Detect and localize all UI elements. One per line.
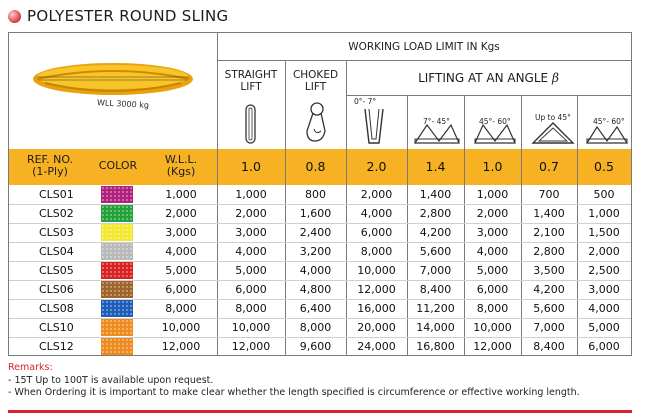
load-cell: 3,000 (476, 226, 509, 239)
load-cell: 3,000 (235, 226, 267, 239)
wll-header: W.L.L. (Kgs) (164, 153, 198, 178)
angle-label-3: 45°- 60° (479, 117, 511, 126)
load-cell: 16,800 (416, 340, 455, 353)
load-cell: 3,000 (588, 283, 620, 296)
load-cell: 14,000 (416, 321, 455, 334)
load-cell: 2,000 (360, 188, 393, 201)
load-cell: 8,000 (235, 302, 267, 315)
title-row (8, 6, 228, 26)
load-cell: 2,000 (588, 245, 620, 258)
load-cell: 12,000 (357, 283, 396, 296)
basket-7-45-icon (409, 119, 465, 147)
color-swatch (101, 243, 133, 260)
load-cell: 11,200 (416, 302, 455, 315)
load-cell: 4,000 (360, 207, 393, 220)
color-swatch (101, 338, 133, 355)
load-cell: 4,000 (476, 245, 509, 258)
load-cell: 6,000 (360, 226, 393, 239)
remark-line: - When Ordering it is important to make clear whether the length specified is circumference or effective working length. (8, 387, 580, 398)
ref-cell: CLS06 (39, 283, 74, 296)
load-cell: 12,000 (231, 340, 271, 353)
color-swatch (101, 262, 133, 279)
load-cell: 6,400 (299, 302, 332, 315)
ref-cell: CLS12 (39, 340, 74, 353)
angle-label-5: 45°- 60° (593, 117, 625, 126)
wll-cell: 8,000 (165, 302, 197, 315)
page-title: POLYESTER ROUND SLING (27, 7, 229, 25)
load-cell: 7,000 (419, 264, 452, 277)
load-cell: 2,100 (533, 226, 565, 239)
wll-cell: 2,000 (165, 207, 197, 220)
ref-cell: CLS04 (39, 245, 74, 258)
load-cell: 6,000 (588, 340, 620, 353)
wll-cell: 10,000 (161, 321, 201, 334)
load-cell: 20,000 (357, 321, 396, 334)
load-cell: 8,000 (360, 245, 393, 258)
load-cell: 6,000 (476, 283, 509, 296)
factor-cell: 1.0 (241, 159, 261, 174)
load-cell: 8,400 (419, 283, 452, 296)
ref-header: REF. NO. (1-Ply) (26, 153, 74, 178)
load-cell: 5,000 (235, 264, 267, 277)
load-cell: 1,500 (588, 226, 620, 239)
sling-tag-text: WLL 3000 kg (96, 98, 150, 110)
wll-cell: 5,000 (165, 264, 197, 277)
angle-label-1: 0°- 7° (354, 97, 377, 106)
load-cell: 24,000 (357, 340, 396, 353)
load-cell: 3,200 (299, 245, 332, 258)
load-cell: 4,200 (419, 226, 452, 239)
load-cell: 5,600 (533, 302, 565, 315)
load-cell: 5,000 (588, 321, 620, 334)
load-cell: 1,600 (299, 207, 332, 220)
load-cell: 6,000 (235, 283, 267, 296)
load-cell: 1,400 (533, 207, 565, 220)
factor-cell: 1.0 (482, 159, 503, 174)
load-cell: 5,000 (476, 264, 509, 277)
load-cell: 3,500 (533, 264, 565, 277)
load-cell: 7,000 (533, 321, 565, 334)
load-cell: 800 (305, 188, 326, 201)
ref-cell: CLS02 (39, 207, 74, 220)
load-cell: 16,000 (357, 302, 396, 315)
load-cell: 2,000 (476, 207, 509, 220)
choked-lift-header: CHOKED LIFT (292, 69, 339, 93)
load-cell: 10,000 (231, 321, 271, 334)
load-cell: 2,800 (419, 207, 452, 220)
choked-lift-icon (301, 101, 331, 145)
load-cell: 4,000 (588, 302, 620, 315)
remarks (8, 362, 580, 400)
straight-lift-header: STRAIGHT LIFT (224, 69, 278, 93)
factor-cell: 1.4 (425, 159, 446, 174)
factor-cell: 0.8 (305, 159, 326, 174)
load-cell: 8,000 (476, 302, 509, 315)
load-cell: 500 (593, 188, 615, 201)
load-cell: 4,000 (299, 264, 332, 277)
color-swatch (101, 205, 133, 222)
angle-group-header: LIFTING AT AN ANGLE β (418, 71, 559, 85)
load-cell: 2,000 (235, 207, 267, 220)
load-cell: 4,200 (533, 283, 565, 296)
color-header: COLOR (98, 159, 138, 172)
angle-label-4: Up to 45° (535, 113, 571, 122)
load-cell: 10,000 (357, 264, 396, 277)
load-cell: 1,000 (476, 188, 509, 201)
load-cell: 2,800 (533, 245, 565, 258)
color-swatch (101, 319, 133, 336)
load-cell: 10,000 (473, 321, 512, 334)
factor-cell: 0.7 (539, 159, 559, 174)
remark-line: - 15T Up to 100T is available upon request. (8, 374, 214, 386)
angle-label-2: 7°- 45° (423, 117, 450, 126)
load-cell: 1,000 (588, 207, 620, 220)
load-cell: 8,000 (299, 321, 332, 334)
spec-table (8, 32, 632, 356)
wll-cell: 4,000 (165, 245, 197, 258)
sling-image (9, 33, 217, 149)
basket-45-60-icon (467, 119, 523, 147)
load-cell: 2,500 (588, 264, 620, 277)
color-swatch (101, 281, 133, 298)
ref-cell: CLS03 (39, 226, 74, 239)
wll-cell: 3,000 (165, 226, 197, 239)
basket-vertical-icon (359, 105, 389, 147)
wll-cell: 1,000 (165, 188, 197, 201)
wll-group-header: WORKING LOAD LIMIT IN Kgs (348, 41, 500, 53)
ref-cell: CLS01 (39, 188, 74, 201)
ref-cell: CLS10 (39, 321, 74, 334)
factor-cell: 0.5 (594, 159, 614, 174)
load-cell: 700 (538, 188, 560, 201)
ref-cell: CLS05 (39, 264, 74, 277)
color-swatch (101, 224, 133, 241)
round-sling-icon (9, 33, 217, 149)
title-bullet-icon (8, 10, 21, 23)
ref-cell: CLS08 (39, 302, 74, 315)
load-cell: 4,000 (235, 245, 267, 258)
color-swatch (101, 300, 133, 317)
wll-cell: 6,000 (165, 283, 197, 296)
footer-bar (8, 410, 632, 413)
load-cell: 9,600 (299, 340, 332, 353)
straight-lift-icon (241, 103, 261, 145)
load-cell: 1,000 (235, 188, 267, 201)
wll-cell: 12,000 (161, 340, 201, 353)
load-cell: 8,400 (533, 340, 565, 353)
factor-cell: 2.0 (366, 159, 387, 174)
load-cell: 1,400 (419, 188, 452, 201)
wide-angle-sling-icon (581, 119, 633, 147)
load-cell: 5,600 (419, 245, 452, 258)
color-swatch (101, 186, 133, 203)
remarks-heading: Remarks: (8, 362, 53, 373)
load-cell: 2,400 (299, 226, 332, 239)
load-cell: 4,800 (299, 283, 332, 296)
load-cell: 12,000 (473, 340, 512, 353)
triangle-sling-icon (527, 119, 579, 147)
